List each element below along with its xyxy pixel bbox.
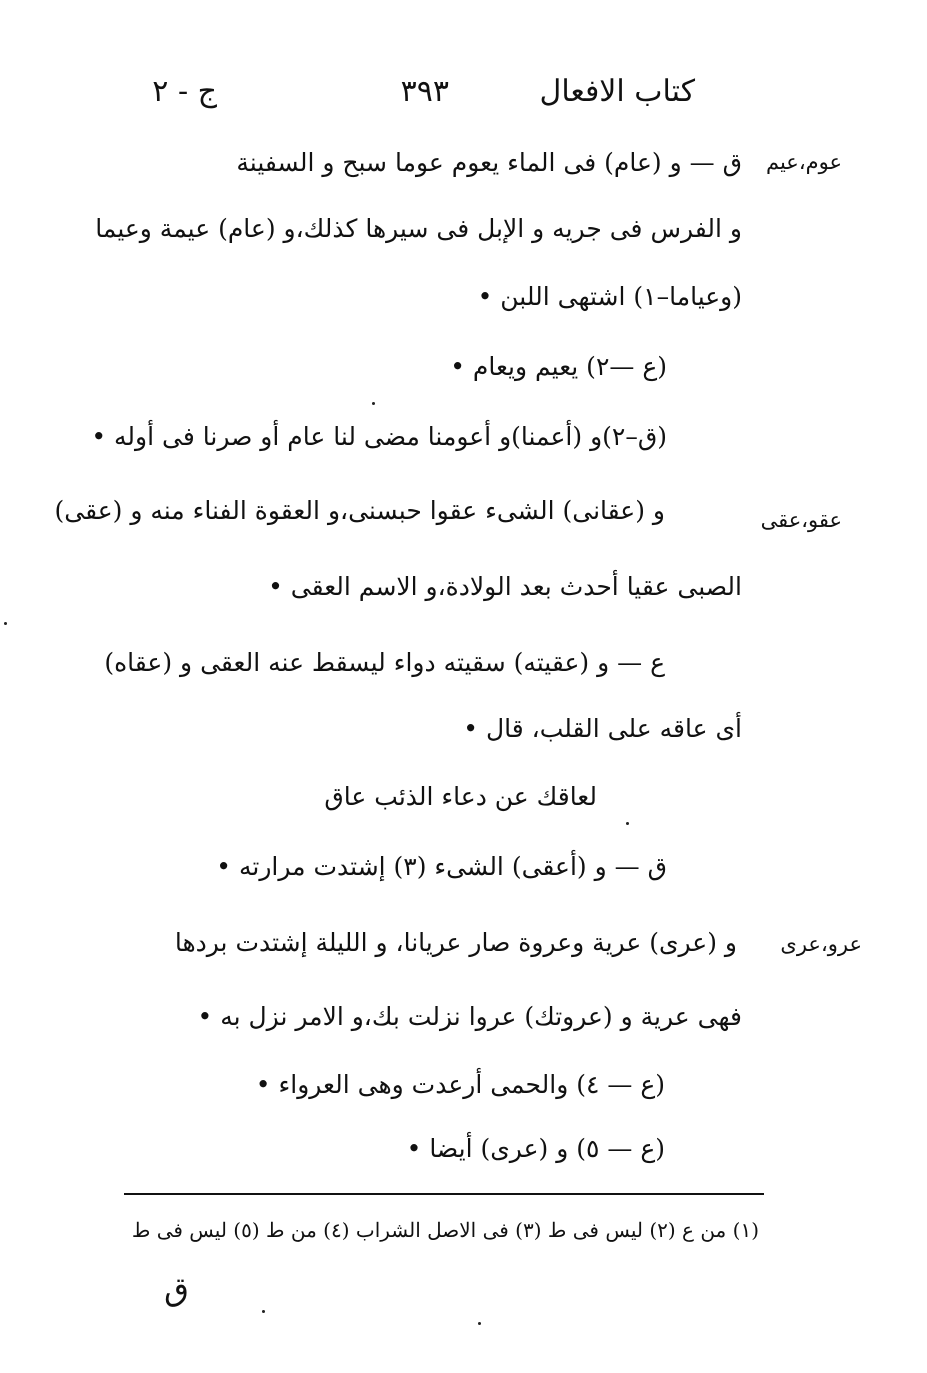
text-line-13: فهى عرية و (عروتك) عروا نزلت بك،و الامر نزل به •: [197, 1002, 742, 1031]
text-line-1: ق — و (عام) فى الماء يعوم عوما سبح و السفينة: [236, 148, 742, 177]
text-line-5: (ق–٢)و (أعمنا)و أعومنا مضى لنا عام أو صرنا فى أوله •: [91, 422, 667, 451]
margin-label-aqw: عقو،عقى: [760, 508, 842, 532]
page-number: ٣٩٣: [400, 74, 449, 109]
text-line-8: ع — و (عقيته) سقيته دواء ليسقط عنه العقى و (عقاه): [104, 648, 665, 677]
margin-label-arw: عرو،عرى: [780, 932, 862, 956]
text-line-6: و (عقانى) الشىء عقوا حبسنى،و العقوة الفناء منه و (عقى): [54, 496, 665, 525]
verse-line: لعاقك عن دعاء الذئب عاق: [324, 782, 597, 811]
footnote-rule: [124, 1193, 764, 1195]
book-title: كتاب الافعال: [539, 74, 695, 109]
text-line-14: (ع — ٤) والحمى أرعدت وهى العرواء •: [255, 1070, 665, 1099]
text-line-4: (ع —٢) يعيم ويعام •: [450, 352, 667, 381]
text-line-15: (ع — ٥) و (عرى) أيضا •: [406, 1134, 665, 1163]
footnote: (١) من ع (٢) ليس فى ط (٣) فى الاصل الشراب (٤) من ط (٥) ليس فى ط: [131, 1218, 759, 1242]
scan-speck: [262, 1310, 265, 1313]
text-line-3: (وعياما–١) اشتهى اللبن •: [477, 282, 742, 311]
scan-speck: [478, 1322, 481, 1325]
text-line-11: ق — و (أعقى) الشىء (٣) إشتدت مرارته •: [216, 852, 667, 881]
scan-speck: [626, 822, 629, 825]
catchword: ق: [164, 1270, 189, 1308]
scan-speck: [4, 622, 7, 625]
volume-label: ج - ٢: [152, 74, 217, 109]
scan-speck: [372, 402, 375, 405]
text-line-9: أى عاقه على القلب، قال •: [463, 714, 742, 743]
text-line-12: و (عرى) عرية وعروة صار عريانا، و الليلة إشتدت بردها: [174, 928, 737, 957]
text-line-2: و الفرس فى جريه و الإبل فى سيرها كذلك،و (عام) عيمة وعيما: [95, 214, 742, 243]
margin-label-awm: عوم،عيم: [765, 150, 842, 174]
text-line-7: الصبى عقيا أحدث بعد الولادة،و الاسم العقى •: [268, 572, 742, 601]
